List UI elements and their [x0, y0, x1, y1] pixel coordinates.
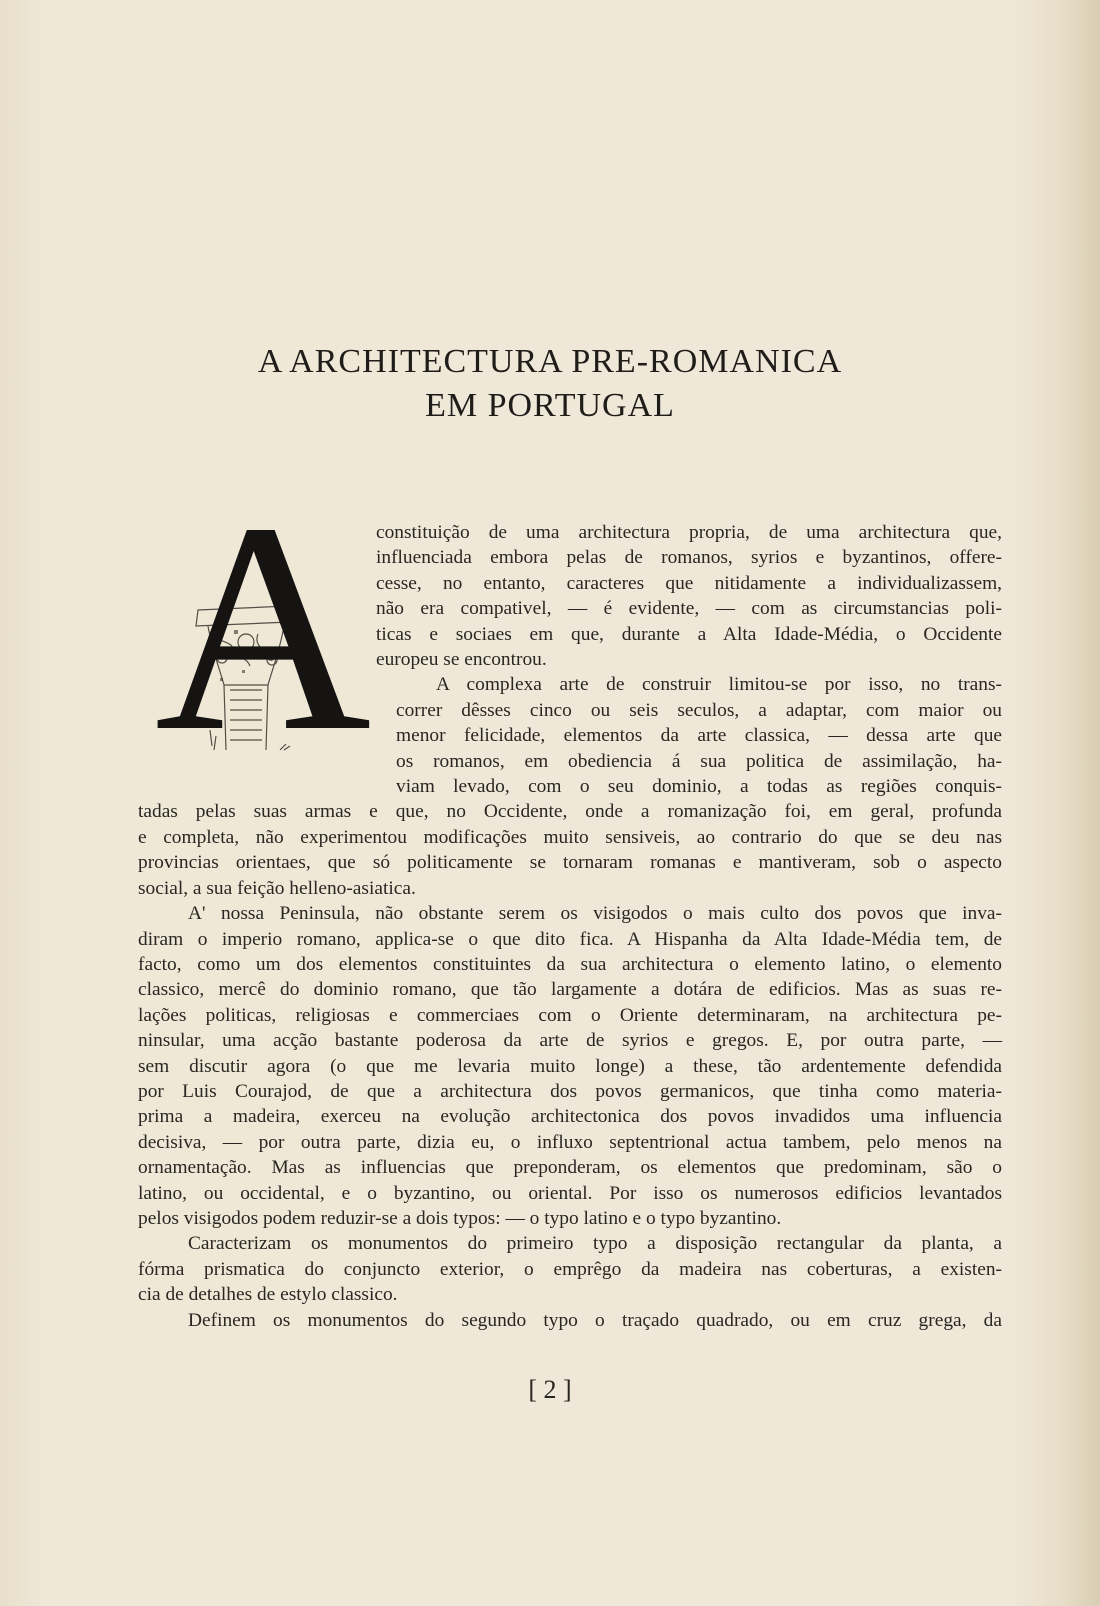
paragraph-1 [138, 520, 1002, 672]
text-line: por Luis Courajod, de que a architectura dos povos germanicos, que tinha como materia- [138, 1080, 1002, 1102]
text-line: não era compativel, — é evidente, — com as circumstancias poli- [376, 598, 1002, 620]
text-line: fórma prismatica do conjuncto exterior, o emprêgo da madeira nas coberturas, a existen- [138, 1258, 1002, 1280]
paragraph-3 [138, 901, 1002, 1231]
text-line: latino, ou occidental, e o byzantino, ou oriental. Por isso os numerosos edificios levantados [138, 1182, 1002, 1204]
text-line: cesse, no entanto, caracteres que nitidamente a individualizassem, [376, 572, 1002, 594]
text-line: influenciada embora pelas de romanos, syrios e byzantinos, offere- [376, 547, 1002, 569]
text-line: menor felicidade, elementos da arte classica, — dessa arte que [396, 725, 1002, 747]
text-line: provincias orientaes, que só politicamente se tornaram romanas e mantiveram, sob o aspecto [138, 852, 1002, 874]
text-line: europeu se encontrou. [376, 649, 547, 671]
text-line: correr dêsses cinco ou seis seculos, a adaptar, com maior ou [396, 699, 1002, 721]
initial-letter: A [154, 510, 372, 780]
text-line: prima a madeira, exerceu na evolução architectonica dos povos invadidos uma influencia [138, 1106, 1002, 1128]
text-line: os romanos, em obediencia á sua politica de assimilação, ha- [396, 750, 1002, 772]
paragraph-5 [138, 1308, 1002, 1333]
text-line: A' nossa Peninsula, não obstante serem os visigodos o mais culto dos povos que inva- [188, 903, 1002, 925]
text-line: sem discutir agora (o que me levaria muito longe) a these, tão ardentemente defendida [138, 1055, 1002, 1077]
title-line-1: A ARCHITECTURA PRE-ROMANICA [257, 343, 843, 380]
text-line: decisiva, — por outra parte, dizia eu, o influxo septentrional actua tambem, pelo menos na [138, 1131, 1002, 1153]
paragraph-4 [138, 1231, 1002, 1307]
text-line: social, a sua feição helleno-asiatica. [138, 877, 416, 899]
page-number: [ 2 ] [528, 1375, 572, 1404]
text-line: e completa, não experimentou modificações muito sensiveis, ao contrario do que se deu nas [138, 826, 1002, 848]
text-line: classico, mercê do dominio romano, que tão largamente a dotára de edificios. Mas as suas re- [138, 979, 1002, 1001]
text-line: ornamentação. Mas as influencias que preponderam, os elementos que predominam, são o [138, 1157, 1002, 1179]
text-line: ninsular, uma acção bastante poderosa da arte de syrios e gregos. E, por outra parte, — [138, 1030, 1002, 1052]
paragraph-2 [138, 672, 1002, 901]
text-line: tadas pelas suas armas e que, no Occidente, onde a romanização foi, em geral, profunda [138, 801, 1002, 823]
text-line: lações politicas, religiosas e commerciaes com o Oriente determinaram, na architectura pe- [138, 1004, 1002, 1026]
text-line: constituição de uma architectura propria, de uma architectura que, [376, 522, 1002, 543]
text-line: cia de detalhes de estylo classico. [138, 1284, 398, 1306]
text-line: Caracterizam os monumentos do primeiro typo a disposição rectangular da planta, a [188, 1233, 1002, 1255]
text-line: diram o imperio romano, applica-se o que dito fica. A Hispanha da Alta Idade-Média tem, de [138, 928, 1002, 950]
page-title [0, 340, 1100, 428]
text-line: facto, como um dos elementos constituintes da sua architectura o elemento latino, o elemento [138, 953, 1002, 975]
text-line: viam levado, com o seu dominio, a todas as regiões conquis- [396, 776, 1002, 798]
text-line: Definem os monumentos do segundo typo o traçado quadrado, ou em cruz grega, da [188, 1309, 1002, 1331]
title-line-2: EM PORTUGAL [425, 387, 675, 424]
text-line: pelos visigodos podem reduzir-se a dois typos: — o typo latino e o typo byzantino. [138, 1207, 782, 1229]
text-line: A complexa arte de construir limitou-se por isso, no trans- [436, 674, 1002, 696]
article-body [138, 520, 1002, 1333]
text-line: ticas e sociaes em que, durante a Alta Idade-Média, o Occidente [376, 623, 1002, 645]
